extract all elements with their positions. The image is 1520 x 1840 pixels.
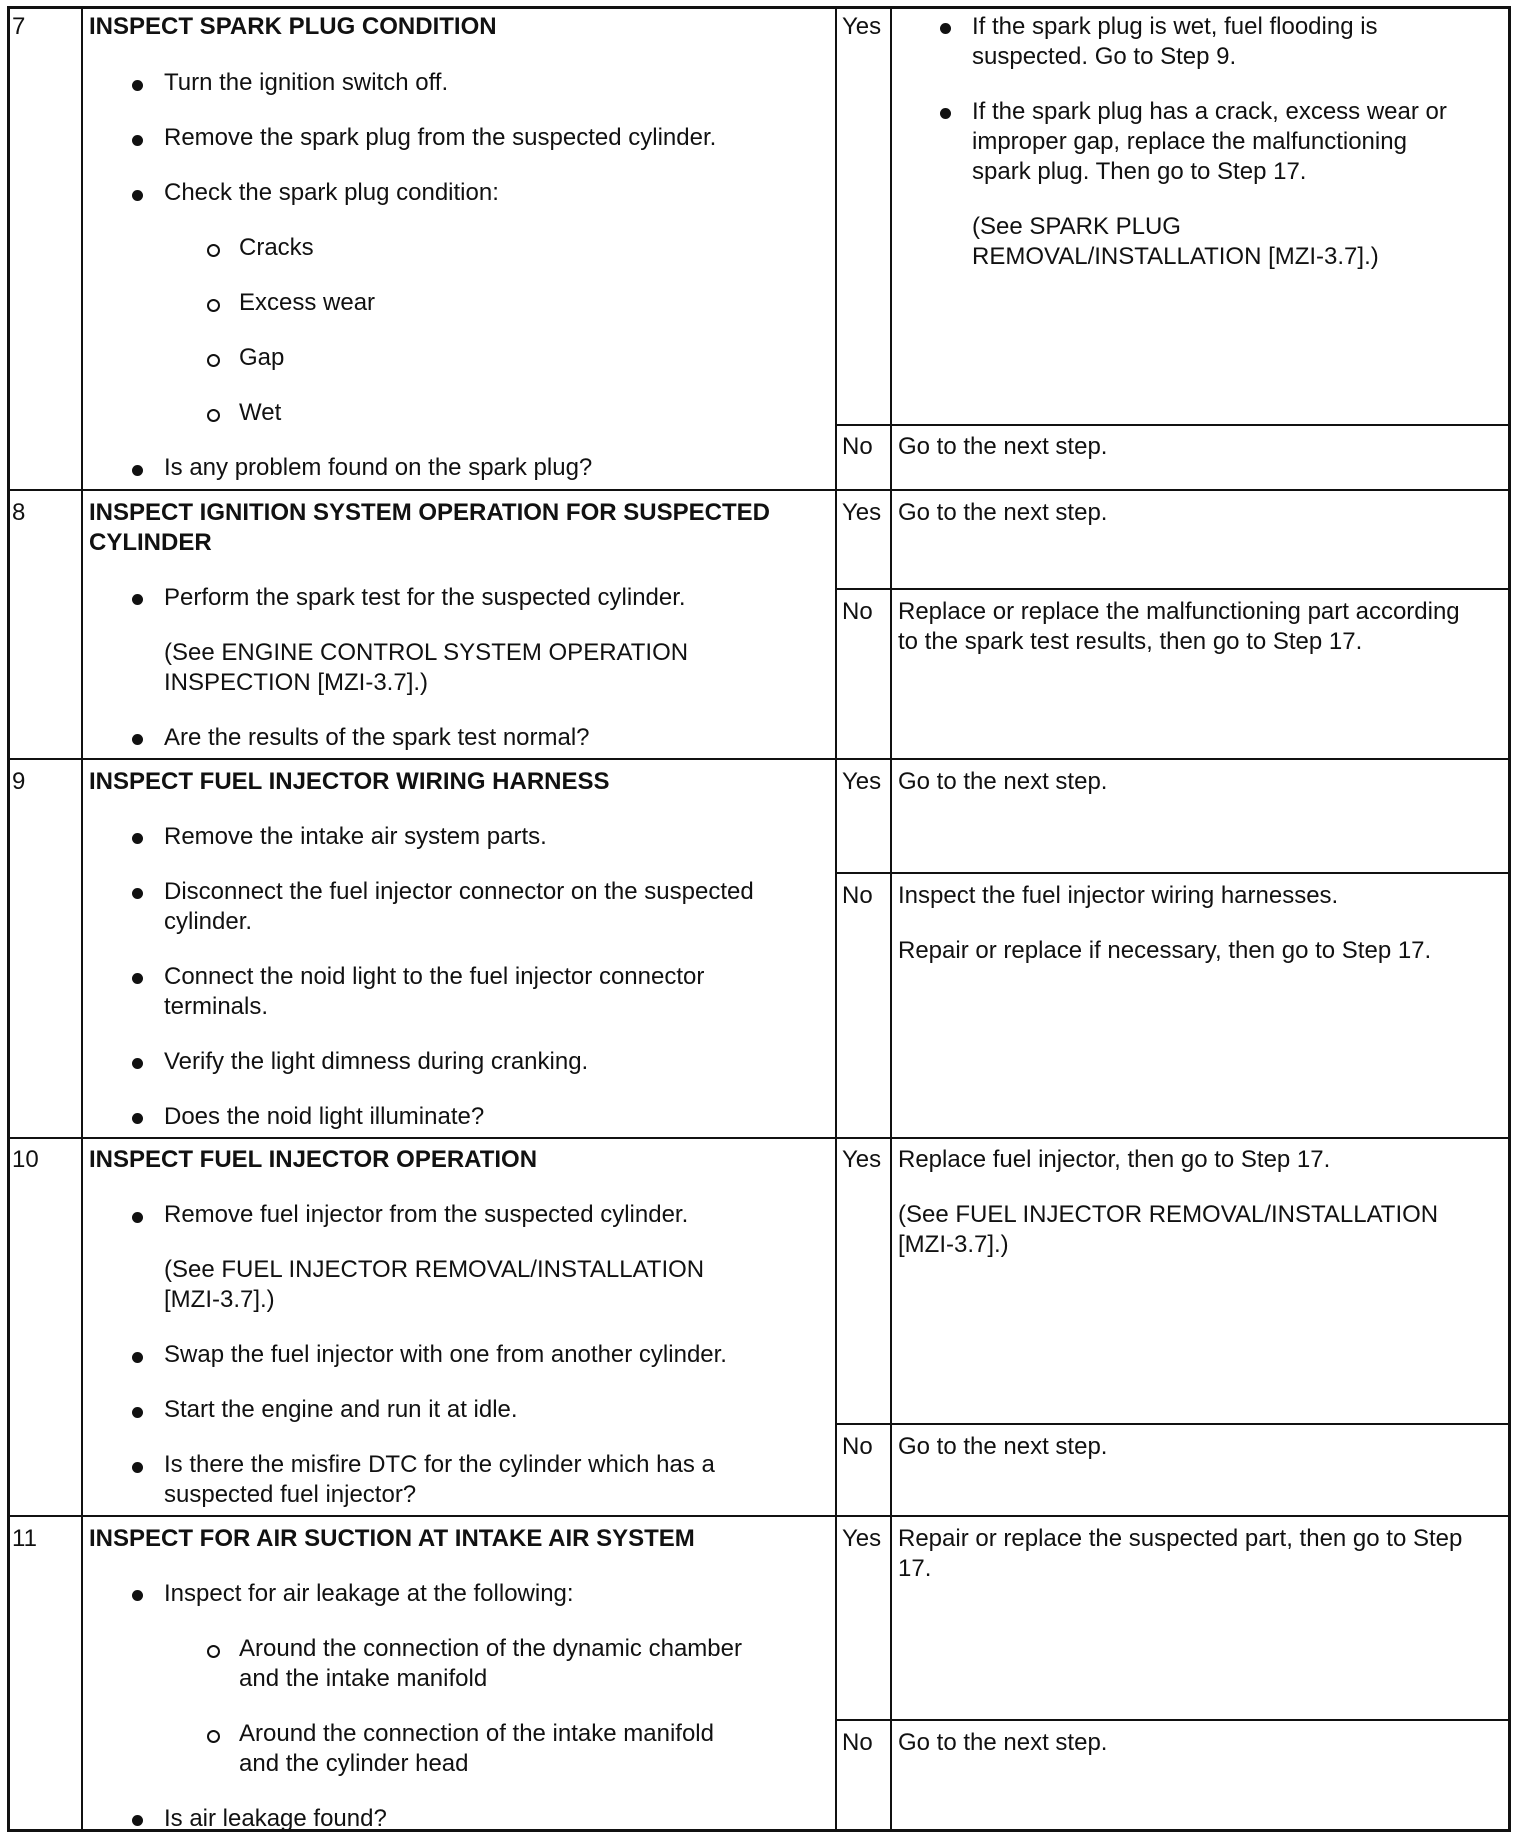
bullet-icon <box>132 190 143 201</box>
bullet-icon <box>132 888 143 899</box>
yes-action: suspected. Go to Step 9. <box>972 43 1237 70</box>
reference: [MZI-3.7].) <box>164 1286 275 1313</box>
yes-action: Go to the next step. <box>898 499 1108 526</box>
circle-bullet-icon <box>207 409 220 422</box>
row-divider-8 <box>7 489 1511 491</box>
bullet-icon <box>132 1058 143 1069</box>
sub-instruction: Gap <box>239 344 285 371</box>
instruction: terminals. <box>164 993 269 1020</box>
instruction: cylinder. <box>164 908 253 935</box>
bullet-icon <box>132 833 143 844</box>
sub-instruction: Wet <box>239 399 282 426</box>
yes-reference: (See FUEL INJECTOR REMOVAL/INSTALLATION <box>898 1201 1439 1228</box>
row-divider-11 <box>7 1515 1511 1517</box>
step-title: INSPECT SPARK PLUG CONDITION <box>89 13 497 40</box>
no-label: No <box>842 1433 873 1460</box>
bullet-icon <box>940 23 951 34</box>
instruction: Remove the spark plug from the suspected cylinder. <box>164 124 717 151</box>
instruction: Inspect for air leakage at the following: <box>164 1580 574 1607</box>
no-label: No <box>842 433 873 460</box>
yes-no-divider-9 <box>835 872 1511 874</box>
yes-action: If the spark plug is wet, fuel flooding is <box>972 13 1378 40</box>
bullet-icon <box>132 594 143 605</box>
yes-action: Go to the next step. <box>898 768 1108 795</box>
sub-instruction: Around the connection of the dynamic chamber <box>239 1635 742 1662</box>
col-divider-1 <box>81 6 83 1832</box>
step-title: INSPECT FUEL INJECTOR OPERATION <box>89 1146 538 1173</box>
instruction: Disconnect the fuel injector connector on the suspected <box>164 878 754 905</box>
yes-no-divider-10 <box>835 1423 1511 1425</box>
no-action: Go to the next step. <box>898 1433 1108 1460</box>
bullet-icon <box>132 1212 143 1223</box>
question: Does the noid light illuminate? <box>164 1103 485 1130</box>
instruction: Verify the light dimness during cranking. <box>164 1048 589 1075</box>
instruction: Remove the intake air system parts. <box>164 823 547 850</box>
yes-no-divider-11 <box>835 1719 1511 1721</box>
sub-instruction: Cracks <box>239 234 314 261</box>
step-number: 7 <box>12 13 26 40</box>
no-action: Replace or replace the malfunctioning part according <box>898 598 1460 625</box>
step-number: 11 <box>12 1525 37 1552</box>
row-divider-9 <box>7 758 1511 760</box>
no-action: to the spark test results, then go to Step 17. <box>898 628 1363 655</box>
circle-bullet-icon <box>207 244 220 257</box>
bullet-icon <box>132 465 143 476</box>
step-number: 10 <box>12 1146 39 1173</box>
circle-bullet-icon <box>207 299 220 312</box>
yes-label: Yes <box>842 1146 882 1173</box>
bullet-icon <box>940 108 951 119</box>
bullet-icon <box>132 734 143 745</box>
yes-label: Yes <box>842 1525 882 1552</box>
row-divider-10 <box>7 1137 1511 1139</box>
sub-instruction: Around the connection of the intake manifold <box>239 1720 714 1747</box>
no-action: Inspect the fuel injector wiring harnesses. <box>898 882 1339 909</box>
reference: (See ENGINE CONTROL SYSTEM OPERATION <box>164 639 689 666</box>
circle-bullet-icon <box>207 1645 220 1658</box>
question: Are the results of the spark test normal? <box>164 724 590 751</box>
question: Is air leakage found? <box>164 1805 387 1832</box>
sub-instruction: and the intake manifold <box>239 1665 488 1692</box>
bullet-icon <box>132 973 143 984</box>
step-title: CYLINDER <box>89 529 212 556</box>
yes-reference: (See SPARK PLUG <box>972 213 1181 240</box>
sub-instruction: Excess wear <box>239 289 376 316</box>
no-action: Repair or replace if necessary, then go to Step 17. <box>898 937 1432 964</box>
yes-label: Yes <box>842 768 882 795</box>
no-label: No <box>842 882 873 909</box>
col-divider-3 <box>890 6 892 1832</box>
bullet-icon <box>132 1113 143 1124</box>
yes-label: Yes <box>842 499 882 526</box>
no-label: No <box>842 1729 873 1756</box>
instruction: Perform the spark test for the suspected cylinder. <box>164 584 686 611</box>
yes-action: Repair or replace the suspected part, then go to Step <box>898 1525 1463 1552</box>
yes-no-divider-8 <box>835 588 1511 590</box>
yes-reference: [MZI-3.7].) <box>898 1231 1009 1258</box>
yes-no-divider-7 <box>835 424 1511 426</box>
yes-reference: REMOVAL/INSTALLATION [MZI-3.7].) <box>972 243 1379 270</box>
step-number: 9 <box>12 768 26 795</box>
no-action: Go to the next step. <box>898 1729 1108 1756</box>
instruction: Start the engine and run it at idle. <box>164 1396 518 1423</box>
instruction: Turn the ignition switch off. <box>164 69 449 96</box>
bullet-icon <box>132 80 143 91</box>
yes-action: spark plug. Then go to Step 17. <box>972 158 1307 185</box>
question: suspected fuel injector? <box>164 1481 417 1508</box>
col-divider-2 <box>835 6 837 1832</box>
bullet-icon <box>132 1407 143 1418</box>
sub-instruction: and the cylinder head <box>239 1750 469 1777</box>
bullet-icon <box>132 135 143 146</box>
no-label: No <box>842 598 873 625</box>
yes-label: Yes <box>842 13 882 40</box>
step-title: INSPECT IGNITION SYSTEM OPERATION FOR SUSPECTED <box>89 499 770 526</box>
circle-bullet-icon <box>207 1730 220 1743</box>
yes-action: If the spark plug has a crack, excess wear or <box>972 98 1447 125</box>
bullet-icon <box>132 1462 143 1473</box>
circle-bullet-icon <box>207 354 220 367</box>
bullet-icon <box>132 1590 143 1601</box>
yes-action: improper gap, replace the malfunctioning <box>972 128 1407 155</box>
instruction: Swap the fuel injector with one from another cylinder. <box>164 1341 727 1368</box>
question: Is any problem found on the spark plug? <box>164 454 593 481</box>
reference: (See FUEL INJECTOR REMOVAL/INSTALLATION <box>164 1256 705 1283</box>
instruction: Connect the noid light to the fuel injector connector <box>164 963 705 990</box>
yes-action: 17. <box>898 1555 932 1582</box>
no-action: Go to the next step. <box>898 433 1108 460</box>
bullet-icon <box>132 1352 143 1363</box>
step-title: INSPECT FOR AIR SUCTION AT INTAKE AIR SYSTEM <box>89 1525 695 1552</box>
step-title: INSPECT FUEL INJECTOR WIRING HARNESS <box>89 768 610 795</box>
instruction: Check the spark plug condition: <box>164 179 499 206</box>
bullet-icon <box>132 1815 143 1826</box>
reference: INSPECTION [MZI-3.7].) <box>164 669 429 696</box>
yes-action: Replace fuel injector, then go to Step 17. <box>898 1146 1331 1173</box>
step-number: 8 <box>12 499 26 526</box>
instruction: Remove fuel injector from the suspected cylinder. <box>164 1201 689 1228</box>
question: Is there the misfire DTC for the cylinder which has a <box>164 1451 715 1478</box>
